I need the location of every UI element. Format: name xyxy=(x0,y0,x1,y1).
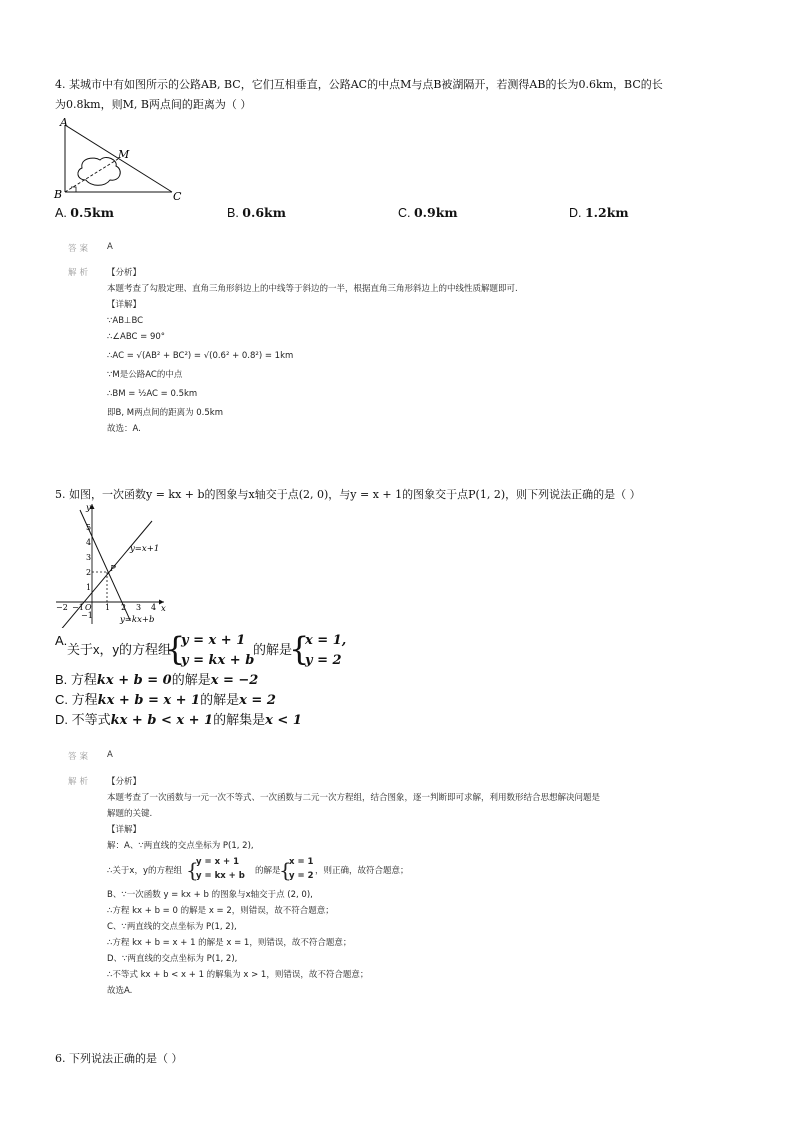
explain-line: 故选A. xyxy=(107,986,133,996)
explain-line: D、∵两直线的交点坐标为 P(1, 2), xyxy=(107,954,238,964)
explain-line: 【分析】 xyxy=(107,268,142,278)
q5-line2-label: y=kx+b xyxy=(120,615,155,625)
q5-ytick: 1 xyxy=(86,583,92,592)
q5-graph xyxy=(52,500,172,628)
q4-option-b[interactable]: B. 0.6km xyxy=(227,205,286,220)
q5-option-b[interactable]: B. 方程kx + b = 0的解是x = −2 xyxy=(55,672,259,688)
q6-stem: 6. 下列说法正确的是（ ） xyxy=(55,1052,183,1065)
q4-option-c[interactable]: C. 0.9km xyxy=(398,205,458,220)
q4-stem-line1: 4. 某城市中有如图所示的公路AB, BC，它们互相垂直，公路AC的中点M与点B被湖隔开，若测得AB的长为0.6km，BC的长 xyxy=(55,78,663,91)
q5-point-p: P xyxy=(110,564,116,574)
q5-xtick: O xyxy=(85,603,92,612)
q5-ytick: 4 xyxy=(86,538,92,547)
explain-line: 解题的关键. xyxy=(107,809,153,819)
explain-line: 本题考查了勾股定理、直角三角形斜边上的中线等于斜边的一半，根据直角三角形斜边上的中线性质解题即可. xyxy=(107,284,518,294)
q5-stem: 5. 如图，一次函数y = kx + b的图象与x轴交于点(2, 0)，与y = x + 1的图象交于点P(1, 2)，则下列说法正确的是（ ） xyxy=(55,488,641,501)
system-brace: { xyxy=(165,630,186,668)
q5-explanation xyxy=(107,774,600,854)
q5-explanation-continued xyxy=(107,887,368,999)
explain-line: ∴不等式 kx + b < x + 1 的解集为 x > 1，则错误，故不符合题意； xyxy=(107,970,369,980)
explain-line: 【详解】 xyxy=(107,825,142,835)
explain-line: ∴方程 kx + b = 0 的解是 x = 2，则错误，故不符合题意； xyxy=(107,906,334,916)
q4-explanation xyxy=(107,265,518,437)
q5-explain-label: 解析 xyxy=(68,777,92,787)
q5-ytick: 3 xyxy=(86,553,92,562)
q5-xtick: 2 xyxy=(121,603,127,612)
q5-xtick: 1 xyxy=(105,603,111,612)
solution-brace: { xyxy=(289,630,310,668)
explain-line: 本题考查了一次函数与一元一次不等式、一次函数与二元一次方程组，结合图象，逐一判断即可求解，利用数形结合思想解决问题是 xyxy=(107,793,601,803)
q5-ytick: −1 xyxy=(81,611,93,620)
q5-line1-label: y=x+1 xyxy=(130,544,160,554)
q4-answer-value: A xyxy=(107,242,113,252)
q5-ytick: 2 xyxy=(86,568,92,577)
q4-stem-line2: 为0.8km，则M, B两点间的距离为（ ） xyxy=(55,98,252,111)
explain-line: C、∵两直线的交点坐标为 P(1, 2), xyxy=(107,922,237,932)
explain-line: 【分析】 xyxy=(107,777,142,787)
q4-option-d[interactable]: D. 1.2km xyxy=(569,205,629,220)
q4-option-a[interactable]: A. 0.5km xyxy=(55,205,114,220)
q5-xtick: −2 xyxy=(56,603,68,612)
q5-option-d[interactable]: D. 不等式kx + b < x + 1的解集是x < 1 xyxy=(55,712,302,728)
q4-label-a: A xyxy=(60,116,68,129)
q5-option-c[interactable]: C. 方程kx + b = x + 1的解是x = 2 xyxy=(55,692,276,708)
q5-answer-label: 答案 xyxy=(68,752,92,762)
explain-line: ∴AC = √(AB² + BC²) = √(0.6² + 0.8²) = 1km xyxy=(107,351,294,361)
q5-ytick: 5 xyxy=(86,523,92,532)
explain-line: 即B, M两点间的距离为 0.5km xyxy=(107,408,223,418)
explain-line: 【详解】 xyxy=(107,300,142,310)
explain-line: 解：A、∵两直线的交点坐标为 P(1, 2), xyxy=(107,841,254,851)
explain-line: ∵AB⊥BC xyxy=(107,316,144,326)
q4-label-m: M xyxy=(118,148,130,161)
explain-line: ∴BM = ½AC = 0.5km xyxy=(107,389,198,399)
solution-brace: { xyxy=(279,858,292,882)
q5-xtick: 3 xyxy=(136,603,142,612)
explain-line: ∴方程 kx + b = x + 1 的解是 x = 1，则错误，故不符合题意； xyxy=(107,938,352,948)
q5-x-axis-label: x xyxy=(161,604,166,614)
system-brace: { xyxy=(186,858,199,882)
q5-xtick: −1 xyxy=(72,603,84,612)
q4-label-c: C xyxy=(173,190,182,203)
explain-line: B、∵一次函数 y = kx + b 的图象与x轴交于点 (2, 0), xyxy=(107,890,313,900)
q4-answer-label: 答案 xyxy=(68,244,92,254)
q5-answer-value: A xyxy=(107,750,113,760)
q4-label-b: B xyxy=(54,188,63,201)
explain-line: 故选：A. xyxy=(107,424,141,434)
explain-line: ∴∠ABC = 90° xyxy=(107,332,166,342)
q5-xtick: 4 xyxy=(151,603,157,612)
q4-triangle-figure xyxy=(52,116,192,204)
q5-y-axis-label: y xyxy=(86,503,91,513)
q5-explain-system: ∴关于x，y的方程组 { y = x + 1 y = kx + b 的解是 { x = 1 y = 2 ，则正确，故符合题意； xyxy=(107,857,409,882)
q4-explain-label: 解析 xyxy=(68,268,92,278)
explain-line: ∵M是公路AC的中点 xyxy=(107,370,183,380)
